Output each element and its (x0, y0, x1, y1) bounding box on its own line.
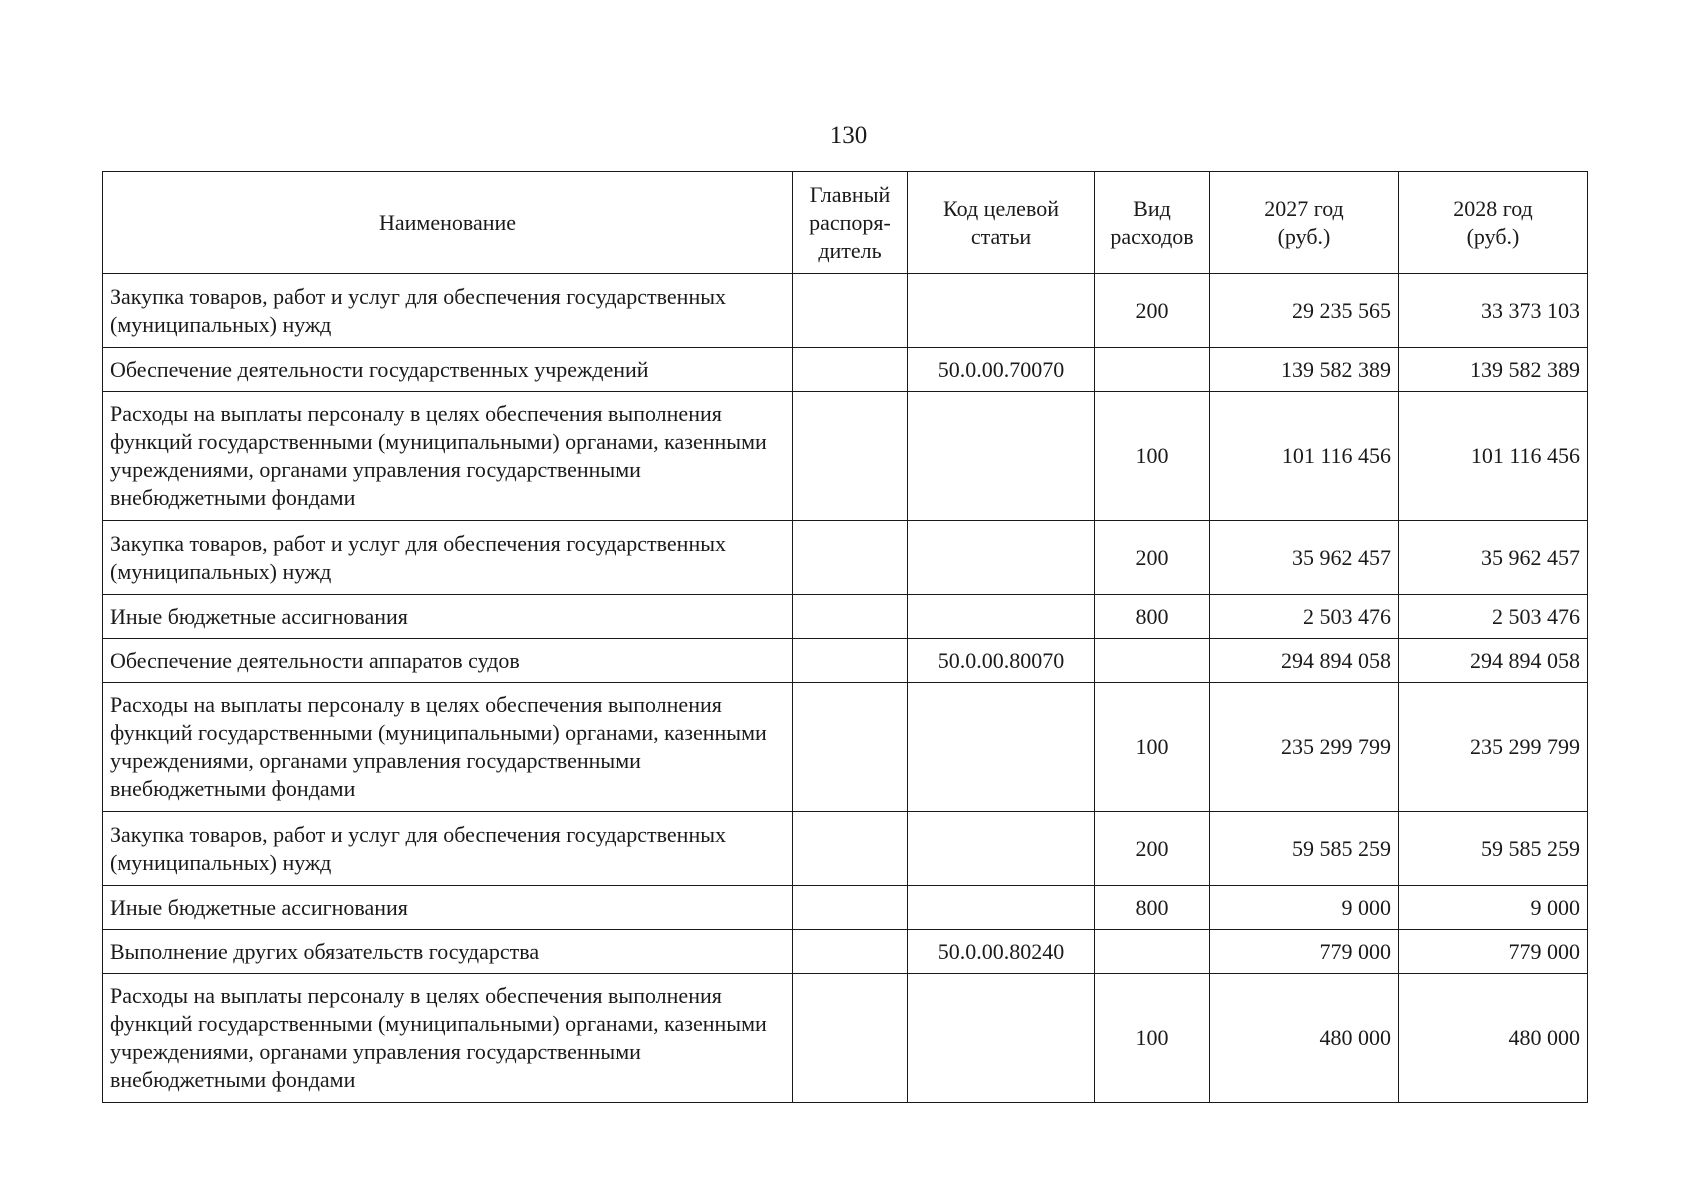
cell-glavny (793, 348, 908, 392)
cell-name: Обеспечение деятельности государственных учреждений (103, 348, 793, 392)
cell-name: Обеспечение деятельности аппаратов судов (103, 639, 793, 683)
cell-2027: 35 962 457 (1210, 521, 1399, 595)
cell-name: Расходы на выплаты персоналу в целях обеспечения выполнения функций государственными (муниципальными) органами, казенными учреждениями, органами управления государственными внебюджетными фондами (103, 683, 793, 812)
cell-vid: 800 (1095, 886, 1210, 930)
cell-kod (908, 974, 1095, 1103)
header-vid: Вид расходов (1095, 172, 1210, 274)
cell-name: Расходы на выплаты персоналу в целях обеспечения выполнения функций государственными (муниципальными) органами, казенными учреждениями, органами управления государственными внебюджетными фондами (103, 974, 793, 1103)
cell-2027: 235 299 799 (1210, 683, 1399, 812)
header-2028: 2028 год (руб.) (1399, 172, 1588, 274)
budget-table (102, 171, 1588, 1103)
header-kod: Код целевой статьи (908, 172, 1095, 274)
cell-glavny (793, 521, 908, 595)
cell-2028: 2 503 476 (1399, 595, 1588, 639)
cell-2028: 33 373 103 (1399, 274, 1588, 348)
cell-2028: 101 116 456 (1399, 392, 1588, 521)
cell-kod (908, 521, 1095, 595)
cell-name: Выполнение других обязательств государства (103, 930, 793, 974)
cell-vid: 200 (1095, 274, 1210, 348)
header-2027: 2027 год (руб.) (1210, 172, 1399, 274)
table-row (103, 639, 1588, 683)
cell-2027: 101 116 456 (1210, 392, 1399, 521)
header-glavny: Главный распоря-дитель (793, 172, 908, 274)
cell-2028: 9 000 (1399, 886, 1588, 930)
cell-name: Закупка товаров, работ и услуг для обеспечения государственных (муниципальных) нужд (103, 274, 793, 348)
cell-glavny (793, 812, 908, 886)
cell-glavny (793, 595, 908, 639)
table-row (103, 930, 1588, 974)
table-row (103, 595, 1588, 639)
cell-vid: 200 (1095, 521, 1210, 595)
cell-kod (908, 392, 1095, 521)
table-row (103, 974, 1588, 1103)
cell-kod (908, 812, 1095, 886)
header-name: Наименование (103, 172, 793, 274)
cell-2028: 480 000 (1399, 974, 1588, 1103)
cell-2028: 235 299 799 (1399, 683, 1588, 812)
cell-kod: 50.0.00.80240 (908, 930, 1095, 974)
cell-glavny (793, 886, 908, 930)
cell-2028: 779 000 (1399, 930, 1588, 974)
table-header-row (103, 172, 1588, 274)
cell-glavny (793, 392, 908, 521)
cell-vid: 100 (1095, 974, 1210, 1103)
cell-name: Закупка товаров, работ и услуг для обеспечения государственных (муниципальных) нужд (103, 521, 793, 595)
cell-2027: 779 000 (1210, 930, 1399, 974)
cell-glavny (793, 274, 908, 348)
cell-vid (1095, 348, 1210, 392)
table-row (103, 274, 1588, 348)
table-row (103, 392, 1588, 521)
cell-name: Расходы на выплаты персоналу в целях обеспечения выполнения функций государственными (муниципальными) органами, казенными учреждениями, органами управления государственными внебюджетными фондами (103, 392, 793, 521)
cell-2028: 35 962 457 (1399, 521, 1588, 595)
cell-2027: 29 235 565 (1210, 274, 1399, 348)
cell-name: Иные бюджетные ассигнования (103, 886, 793, 930)
cell-kod: 50.0.00.70070 (908, 348, 1095, 392)
cell-name: Иные бюджетные ассигнования (103, 595, 793, 639)
cell-glavny (793, 974, 908, 1103)
cell-vid (1095, 639, 1210, 683)
cell-glavny (793, 639, 908, 683)
table-row (103, 348, 1588, 392)
cell-2028: 59 585 259 (1399, 812, 1588, 886)
cell-vid: 200 (1095, 812, 1210, 886)
cell-name: Закупка товаров, работ и услуг для обеспечения государственных (муниципальных) нужд (103, 812, 793, 886)
cell-2027: 59 585 259 (1210, 812, 1399, 886)
table-row (103, 886, 1588, 930)
cell-kod (908, 683, 1095, 812)
cell-vid: 800 (1095, 595, 1210, 639)
cell-kod (908, 274, 1095, 348)
cell-kod: 50.0.00.80070 (908, 639, 1095, 683)
cell-glavny (793, 930, 908, 974)
cell-vid (1095, 930, 1210, 974)
cell-2027: 294 894 058 (1210, 639, 1399, 683)
cell-2028: 139 582 389 (1399, 348, 1588, 392)
cell-2027: 9 000 (1210, 886, 1399, 930)
cell-vid: 100 (1095, 392, 1210, 521)
table-row (103, 521, 1588, 595)
cell-kod (908, 886, 1095, 930)
cell-2028: 294 894 058 (1399, 639, 1588, 683)
cell-2027: 480 000 (1210, 974, 1399, 1103)
cell-glavny (793, 683, 908, 812)
page-number: 130 (829, 122, 868, 149)
cell-vid: 100 (1095, 683, 1210, 812)
table-row (103, 812, 1588, 886)
cell-2027: 139 582 389 (1210, 348, 1399, 392)
cell-2027: 2 503 476 (1210, 595, 1399, 639)
table-row (103, 683, 1588, 812)
cell-kod (908, 595, 1095, 639)
